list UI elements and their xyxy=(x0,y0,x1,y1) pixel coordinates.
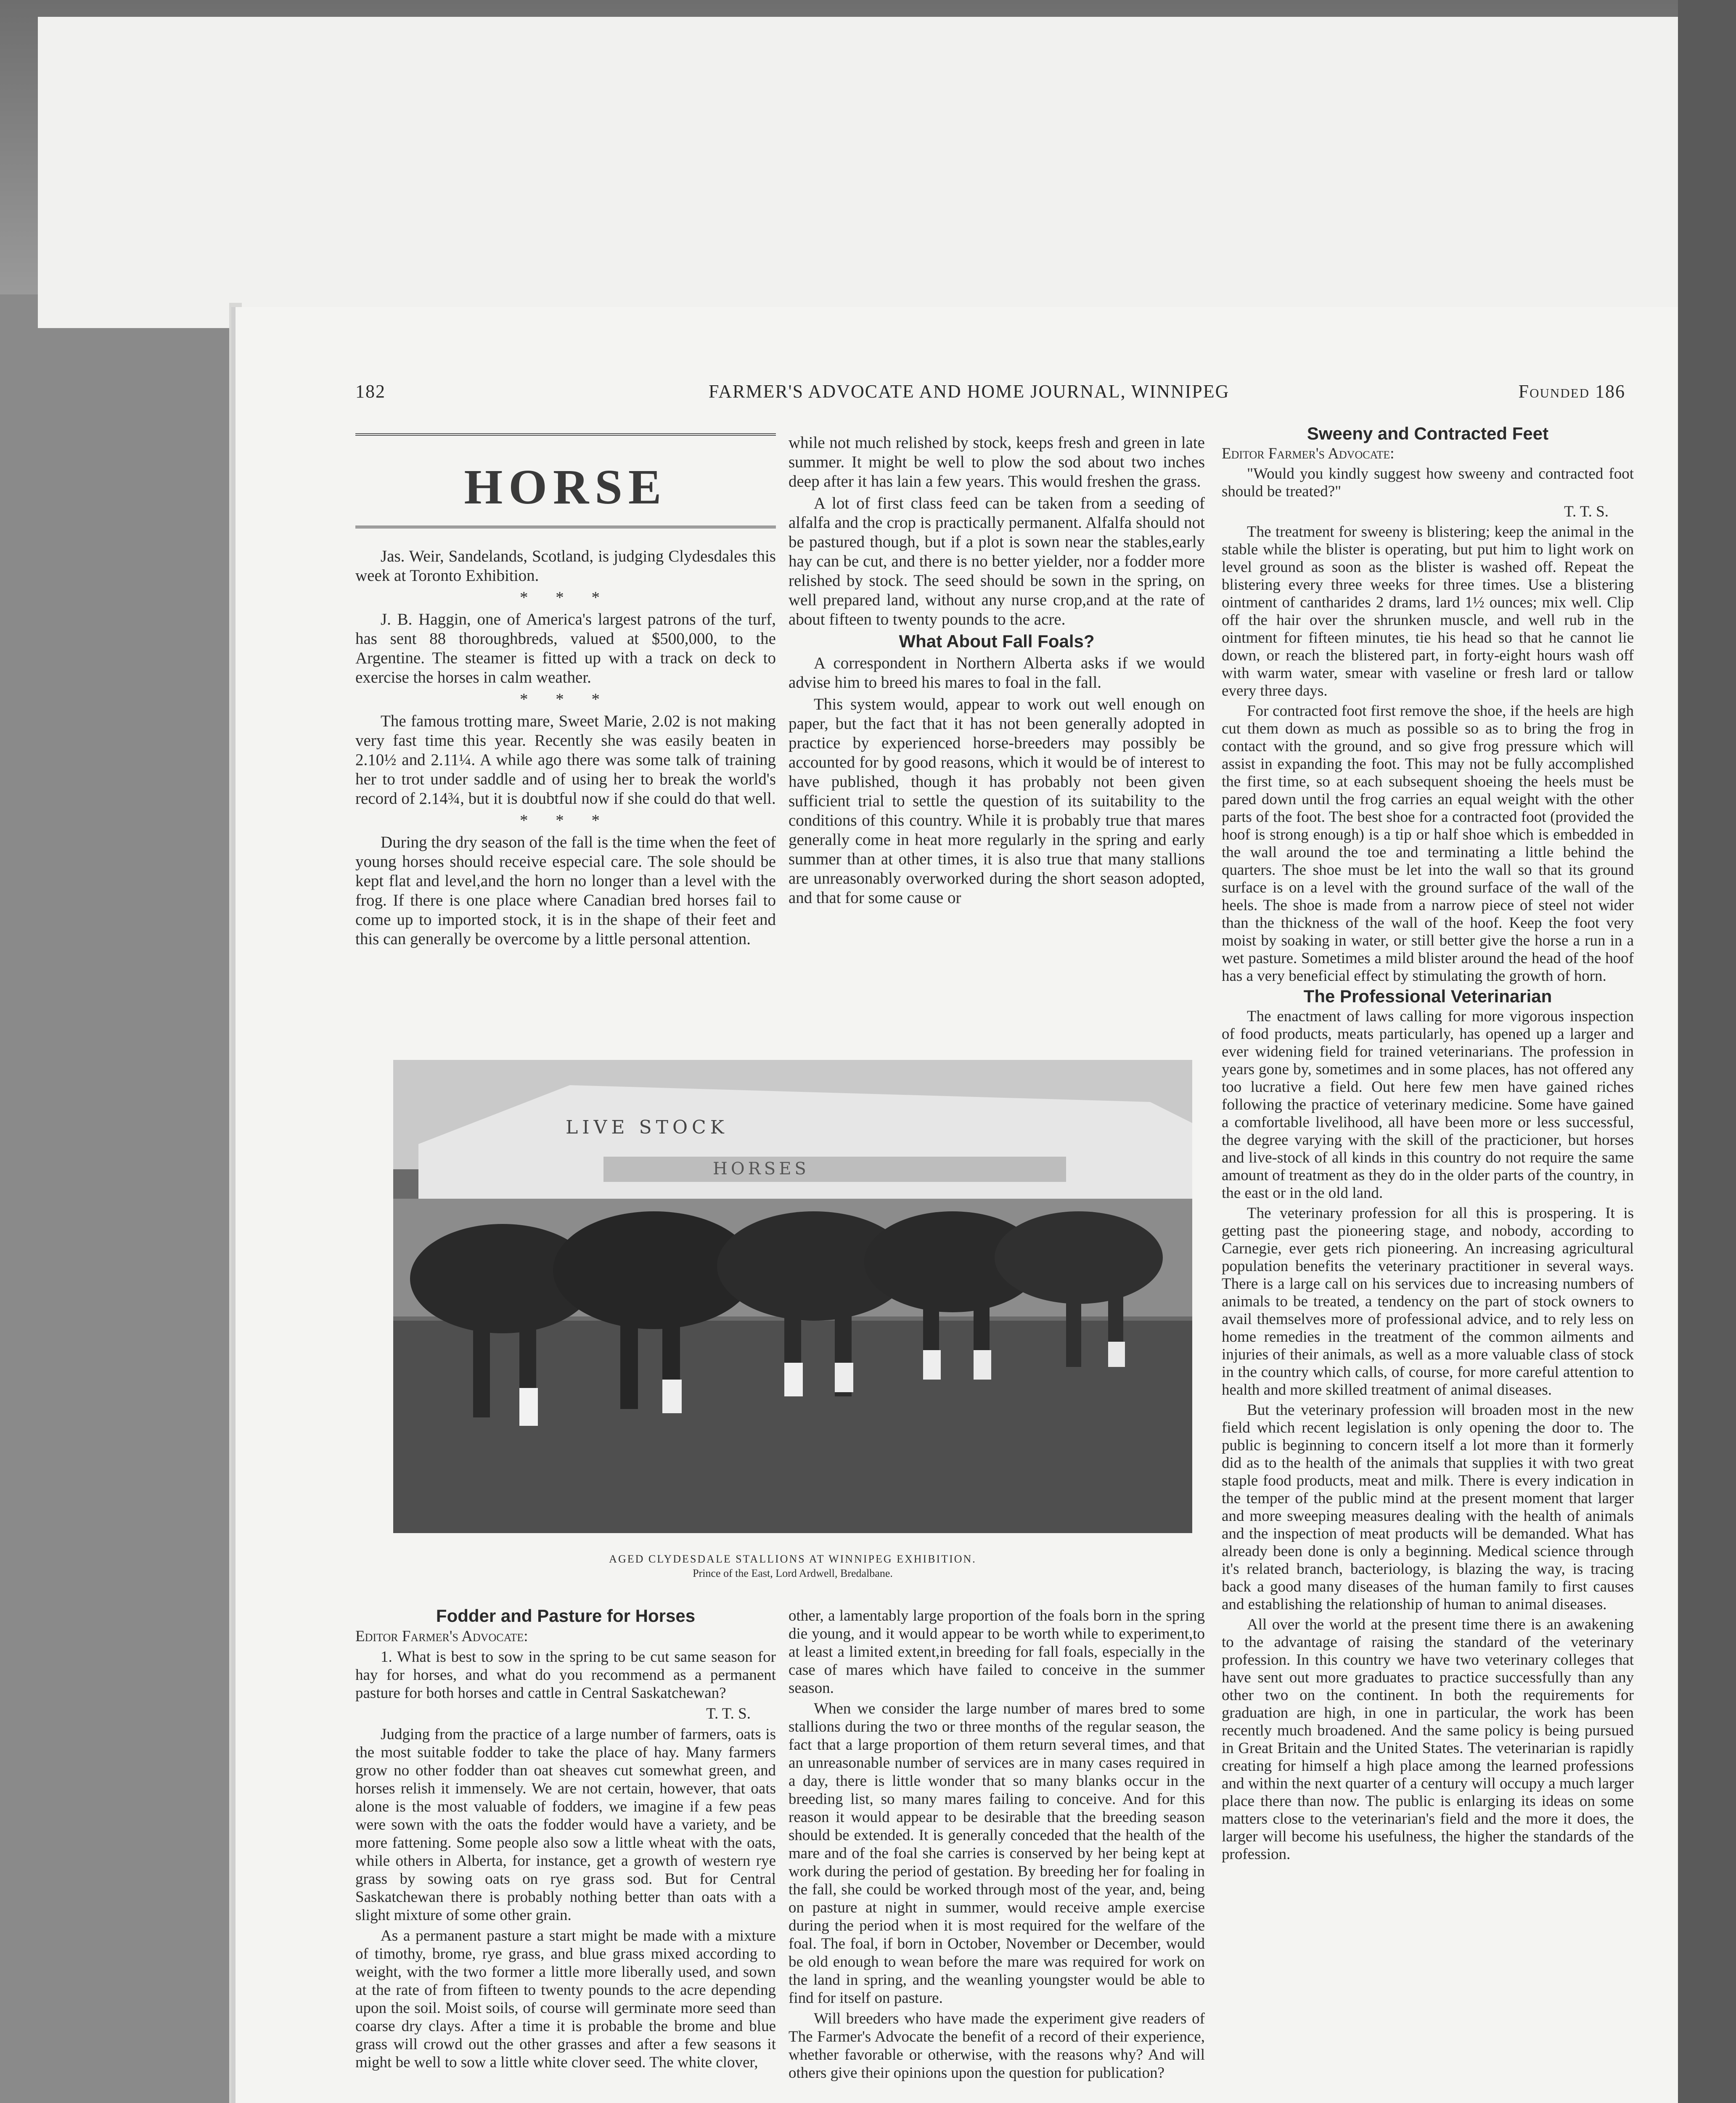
veterinarian-heading: The Professional Veterinarian xyxy=(1303,986,1552,1006)
veterinarian-paragraph: All over the world at the present time there is an awakening to the advantage of raising the standard of the veterinary profession. In this country we have two veterinary colleges that have sent out more graduates to practice successfully than any other two on the continent. In both the requirements for graduation are high, in one in particular, the work has been recently much broadened. And the same policy is being pursued in Great Britain and the United States. The veterinarian is rapidly creating for himself a high place among the learned professions and within the next quarter of a century will occupy a much larger place there than now. The public is enlarging its ideas on some matters close to the veterinarian's field and the more it does, the larger will become his usefulness, the higher the standards of the profession. xyxy=(1222,1616,1634,1863)
fall-foals-continued: When we consider the large number of mares bred to some stallions during the two or three months of the regular season, the fact that a large proportion of them return several times, and that an unreasonable number of services are in many cases required in a day, there is little wonder that so many blanks occur in the breeding list, so many mares failing to conceive. And for this reason it would appear to be desirable that the breeding season should be extended. It is generally conceded that the health of the mare and of the foal she carries is conserved by her being kept at work during the period of gestation. By breeding her for foaling in the fall, she could be worked through most of the year, and, being on pasture at night in summer, would receive ample exercise during the period when it is most required for the welfare of the foal. The foal, if born in October, November or December, would be old enough to wean before the mare was required for work on the land in spring, and the weanling youngster would be able to find for itself on pasture. xyxy=(789,1700,1205,2007)
veterinarian-paragraph: The enactment of laws calling for more vigorous inspection of food products, meats particularly, has opened up a larger and ever widening field for trained veterinarians. The profession in years gone by, sometimes and in some places, has not offered any too lucrative a field. Out here few men have gained riches following the practice of veterinary medicine. Some have gained a comfortable livelihood, all have been more or less successful, the degree varying with the skill of the practicioner, but horses and live-stock of all kinds in this country do not require the same amount of treatment as they do in the older parts of the country, in the east or in the old land. xyxy=(1222,1008,1634,1202)
scan-margin xyxy=(38,17,1678,328)
scan-dark-edge xyxy=(1678,0,1736,2103)
separator-stars: * * * xyxy=(520,690,611,708)
alfalfa-paragraph: while not much relished by stock, keeps fresh and green in late summer. It might be well to plow the sod about two inches deep after it has lain a few years. This would freshen the grass. xyxy=(789,434,1205,490)
alfalfa-paragraph: A lot of first class feed can be taken from a seeding of alfalfa and the crop is practically permanent. Alfalfa should not be pastured though, but if a plot is sown near the stables,early hay can be cut, and there is no better yielder, nor a fodder more relished by stock. The seed should be sown in the spring, on well prepared land, without any nurse crop,and at the rate of about fifteen to twenty pounds to the acre. xyxy=(789,494,1205,628)
fodder-question: 1. What is best to sow in the spring to be cut same season for hay for horses, and what do you recommend as a permanent pasture for both horses and cattle in Central Saskatchewan? xyxy=(355,1648,776,1702)
clydesdale-photo xyxy=(393,1060,1192,1533)
fodder-signature: T. T. S. xyxy=(706,1705,751,1722)
column-2-bottom xyxy=(789,1607,1205,2084)
note-paragraph: Jas. Weir, Sandelands, Scotland, is judging Clydesdales this week at Toronto Exhibition. xyxy=(355,547,776,585)
veterinarian-paragraph: But the veterinary profession will broaden most in the new field which recent legislation is only opening the door to. The public is beginning to concern itself a lot more than it formerly did as to the health of the animals that supplies it with two great staple food products, meat and milk. There is every indication in the temper of the public mind at the present moment that larger and more sweeping measures dealing with the health of animals and the inspection of meat products will be demanded. What has already been done is only a beginning. Medical science through it's related branch, bacteriology, is blazing the way, is tracing back a good many diseases of the human family to first causes and establishing the relationship of human to animal diseases. xyxy=(1222,1401,1634,1613)
note-paragraph: The famous trotting mare, Sweet Marie, 2.02 is not making very fast time this year. Recently she was easily beaten in 2.10½ and 2.11¼. A while ago there was some talk of training her to trot under saddle and of using her to break the world's record of 2.14¾, but it is doubtful now if she could do that well. xyxy=(355,712,776,808)
photo-caption xyxy=(393,1552,1192,1581)
sweeny-paragraph: For contracted foot first remove the shoe, if the heels are high cut them down as much as possible so as to bring the frog in contact with the ground, and so give frog pressure which will assist in expanding the foot. This may not be fully accomplished the first time, so at each subsequent shoeing the heels must be pared down until the frog carries an equal weight with the other parts of the foot. The best shoe for a contracted foot (provided the hoof is strong enough) is a tip or half shoe which is embedded in the wall around the toe and terminating a little behind the quarters. The shoe must be let into the wall so that its ground surface is on a level with the ground surface of the wall of the heels. The shoe is made from a narrow piece of steel not wider than the thickness of the wall of the hoof. Keep the foot very moist by soaking in water, or still better give the horse a run in a wet pasture. Sometimes a mild blister around the head of the hoof has a very beneficial effect by stimulating the growth of horn. xyxy=(1222,702,1634,985)
veterinarian-paragraph: The veterinary profession for all this is prospering. It is getting past the pioneering stage, and nobody, according to Carnegie, ever gets rich pioneering. An increasing agricultural population benefits the veterinary practitioner in several ways. There is a large call on his services due to increasing numbers of animals to be treated, a tendency on the part of stock owners to avail themselves more of professional advice, and to rely less on home remedies in the treatment of the common ailments and injuries of their animals, as well as a more valuable class of stock in the country which calls, of course, for more careful attention to health and more skilled treatment of animal diseases. xyxy=(1222,1205,1634,1398)
sweeny-paragraph: The treatment for sweeny is blistering; keep the animal in the stable while the blister is operating, but put him to light work on level ground as soon as the blister is washed off. Repeat the blistering every three weeks for three times. Use a blistering ointment of cantharides 2 drams, lard 1½ ounces; mix well. Clip off the hair over the shrunken muscle, and well rub in the ointment for fifteen minutes, tie his head so that he cannot lie down, or reach the blistered part, in forty-eight hours wash off with warm water, smear with vaseline or fresh lard or tallow every three days. xyxy=(1222,523,1634,699)
caption-line-1: AGED CLYDESDALE STALLIONS AT WINNIPEG EXHIBITION. xyxy=(609,1553,977,1565)
fodder-heading: Fodder and Pasture for Horses xyxy=(436,1606,696,1626)
note-paragraph: J. B. Haggin, one of America's largest patrons of the turf, has sent 88 thoroughbreds, valued at $500,000, to the Argentine. The steamer is fitted up with a track on deck to exercise the horses in calm weather. xyxy=(355,610,776,686)
founded-note: Founded 186 xyxy=(1518,381,1625,402)
fall-foals-continued: other, a lamentably large proportion of the foals born in the spring die young, and it would appear to be worth while to experiment,to at least a limited extent,in breeding for fall foals, especially in the case of mares which have failed to conceive in the summer season. xyxy=(789,1607,1205,1697)
fodder-editor-line: Editor Farmer's Advocate: xyxy=(355,1628,528,1645)
separator-stars: * * * xyxy=(520,811,611,829)
note-paragraph: During the dry season of the fall is the time when the feet of young horses should receive especial care. The sole should be kept flat and level,and the horn no longer than a level with the frog. If there is one place where Canadian bred horses fail to come up to imported stock, it is in the shape of their feet and this can generally be overcome by a little personal attention. xyxy=(355,833,776,948)
column-1-notes xyxy=(355,547,776,951)
column-1-fodder xyxy=(355,1607,776,2074)
fall-foals-paragraph: This system would, appear to work out well enough on paper, but the fact that it has not been generally adopted in practice by experienced horse-breeders may possibly be accounted for by good reasons, which it would be of interest to have published, though it has probably not been given sufficient trial to settle the question of its suitability to the conditions of this country. While it is probably true that mares generally come in heat more regularly in the spring and early summer than at other times, it is also true that many stallions are unreasonably overworked during the short season adopted, and that for some cause or xyxy=(789,695,1205,907)
sweeny-signature: T. T. S. xyxy=(1564,503,1609,520)
page-header xyxy=(355,381,1625,418)
fall-foals-paragraph: A correspondent in Northern Alberta asks if we would advise him to breed his mares to foal in the fall. xyxy=(789,654,1205,691)
title-rule-top xyxy=(355,433,776,436)
sign-live-stock: LIVE STOCK xyxy=(566,1117,728,1138)
sweeny-heading: Sweeny and Contracted Feet xyxy=(1307,424,1549,443)
sweeny-question: "Would you kindly suggest how sweeny and contracted foot should be treated?" xyxy=(1222,465,1634,500)
fodder-paragraph: Judging from the practice of a large number of farmers, oats is the most suitable fodder to take the place of hay. Many farmers grow no other fodder than oat sheaves cut somewhat green, and horses relish it immensely. We are not certain, however, that oats alone is the most valuable of fodders, we imagine if a few peas were sown with the oats the fodder would have a variety, and be more fattening. Some people also sow a little wheat with the oats, while others in Alberta, for instance, get a growth of western rye grass by sowing oats on rye grass sod. But for Central Saskatchewan there is probably nothing better than oats with a slight mixture of some other grain. xyxy=(355,1726,776,1924)
running-title: FARMER'S ADVOCATE AND HOME JOURNAL, WINNIPEG xyxy=(709,381,1230,402)
sign-horses: HORSES xyxy=(713,1159,810,1179)
caption-line-2: Prince of the East, Lord Ardwell, Bredalbane. xyxy=(693,1567,893,1579)
title-rule-bottom xyxy=(355,526,776,528)
page-number: 182 xyxy=(355,381,386,402)
fodder-paragraph: As a permanent pasture a start might be made with a mixture of timothy, brome, rye grass, and blue grass mixed according to weight, with the two former a little more liberally used, and sown at the rate of from fifteen to twenty pounds to the acre depending upon the soil. Moist soils, of course will germinate more seed than coarse dry clays. After a time it is probable the brome and blue grass will crowd out the other grasses and after a few seasons it might be well to sow a little white clover seed. The white clover, xyxy=(355,1927,776,2071)
column-3 xyxy=(1222,425,1634,1866)
section-title-block xyxy=(355,425,776,534)
sweeny-editor-line: Editor Farmer's Advocate: xyxy=(1222,445,1395,462)
separator-stars: * * * xyxy=(520,588,611,607)
column-2-top xyxy=(789,433,1205,910)
section-title: HORSE xyxy=(464,459,667,514)
fall-foals-continued: Will breeders who have made the experiment give readers of The Farmer's Advocate the benefit of a record of their experience, whether favorable or otherwise, with the reasons why? And will others give their opinions upon the question for publication? xyxy=(789,2010,1205,2082)
fall-foals-heading: What About Fall Foals? xyxy=(899,631,1095,651)
